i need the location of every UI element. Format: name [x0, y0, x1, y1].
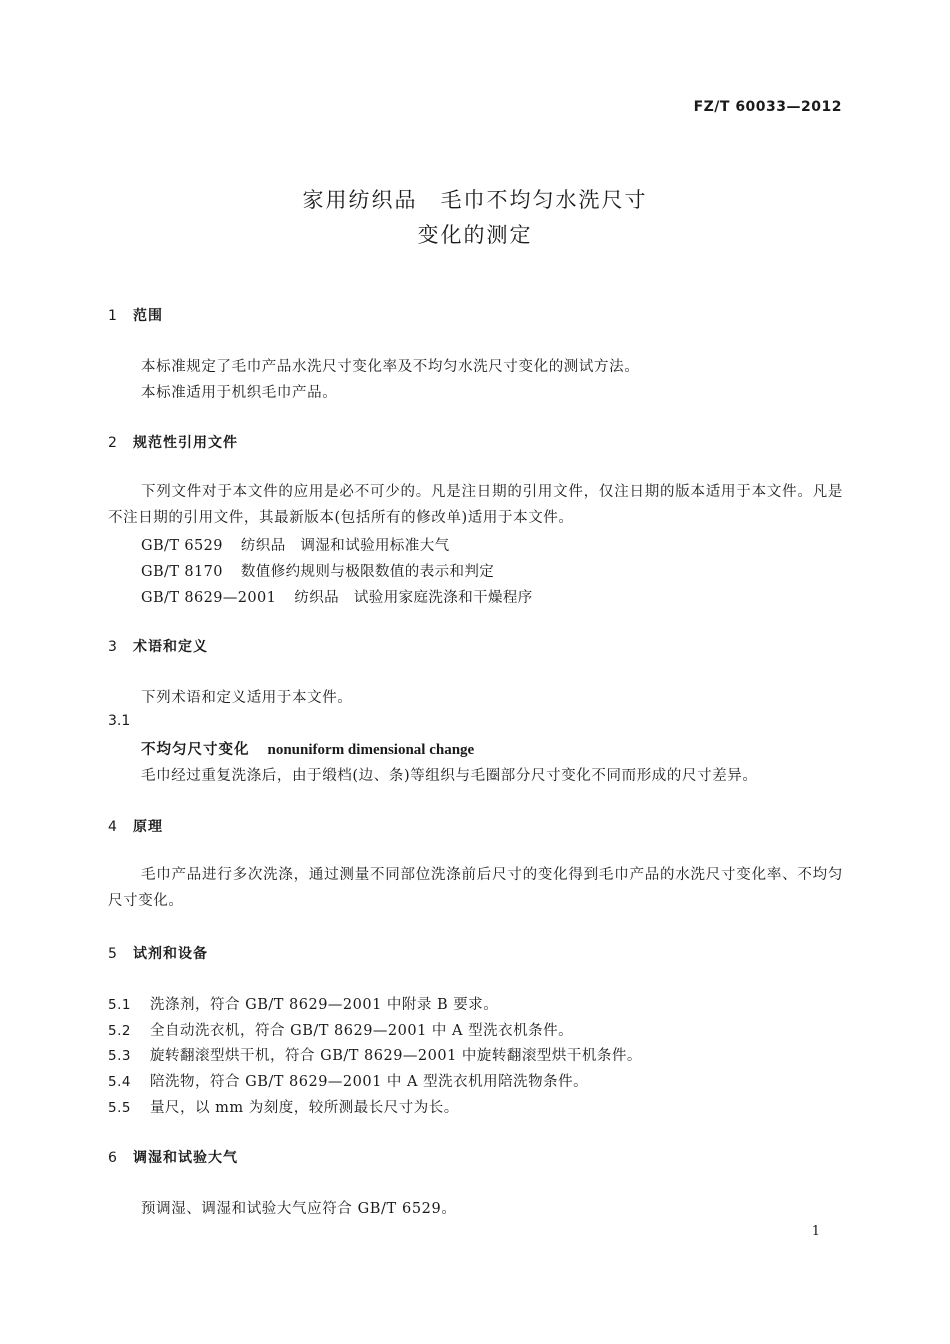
reference-title: 纺织品 调湿和试验用标准大气	[240, 538, 450, 554]
term-number: 3.1	[108, 713, 131, 729]
clause-number: 5.4	[108, 1074, 131, 1090]
section-1-paragraph: 本标准适用于机织毛巾产品。	[141, 385, 338, 401]
section-title: 调湿和试验大气	[133, 1150, 238, 1166]
section-4-text: 毛巾产品进行多次洗涤，通过测量不同部位洗涤前后尺寸的变化得到毛巾产品的水洗尺寸变化率、不均匀尺寸变化。	[108, 867, 843, 909]
term-definition: 毛巾经过重复洗涤后，由于缎档(边、条)等组织与毛圈部分尺寸变化不同而形成的尺寸差异。	[141, 768, 758, 784]
document-title-line1: 家用纺织品 毛巾不均匀水洗尺寸	[302, 188, 648, 212]
equipment-item	[108, 1070, 588, 1091]
reference-item	[141, 560, 494, 581]
term-english: nonuniform dimensional change	[267, 742, 475, 758]
section-2-intro: 下列文件对于本文件的应用是必不可少的。凡是注日期的引用文件，仅注日期的版本适用于本文件。凡是不注日期的引用文件，其最新版本(包括所有的修改单)适用于本文件。	[108, 484, 843, 526]
reference-title: 数值修约规则与极限数值的表示和判定	[240, 564, 495, 580]
standard-number: FZ/T 60033—2012	[693, 99, 842, 115]
clause-text: 量尺，以 mm 为刻度，较所测最长尺寸为长。	[150, 1100, 459, 1116]
reference-code: GB/T 8629—2001	[141, 590, 277, 606]
section-number: 2	[108, 435, 118, 451]
equipment-item	[108, 993, 498, 1014]
equipment-item	[108, 1044, 642, 1065]
section-title: 范围	[133, 308, 163, 324]
equipment-item	[108, 1096, 459, 1117]
section-4-heading	[108, 816, 163, 836]
clause-text: 旋转翻滚型烘干机，符合 GB/T 8629—2001 中旋转翻滚型烘干机条件。	[150, 1048, 642, 1064]
reference-code: GB/T 6529	[141, 538, 223, 554]
clause-number: 5.2	[108, 1023, 131, 1039]
section-6-text: 预调湿、调湿和试验大气应符合 GB/T 6529。	[141, 1201, 457, 1217]
clause-number: 5.1	[108, 997, 131, 1013]
page-number: 1	[811, 1224, 820, 1239]
section-number: 5	[108, 946, 118, 962]
section-title: 试剂和设备	[133, 946, 208, 962]
section-5-heading	[108, 943, 208, 963]
section-number: 4	[108, 819, 118, 835]
reference-item	[141, 534, 450, 555]
clause-number: 5.3	[108, 1048, 131, 1064]
reference-code: GB/T 8170	[141, 564, 223, 580]
section-number: 3	[108, 639, 118, 655]
section-6-heading	[108, 1147, 238, 1167]
document-title-line2: 变化的测定	[417, 223, 533, 247]
section-title: 规范性引用文件	[133, 435, 238, 451]
clause-number: 5.5	[108, 1100, 131, 1116]
section-number: 6	[108, 1150, 118, 1166]
reference-item	[141, 586, 533, 607]
section-title: 术语和定义	[133, 639, 208, 655]
term-entry	[141, 738, 474, 759]
equipment-item	[108, 1019, 573, 1040]
section-title: 原理	[133, 819, 163, 835]
section-number: 1	[108, 308, 118, 324]
term-chinese: 不均匀尺寸变化	[141, 742, 250, 758]
section-3-intro: 下列术语和定义适用于本文件。	[141, 690, 353, 706]
reference-title: 纺织品 试验用家庭洗涤和干燥程序	[294, 590, 533, 606]
section-1-heading	[108, 305, 163, 325]
clause-text: 陪洗物，符合 GB/T 8629—2001 中 A 型洗衣机用陪洗物条件。	[150, 1074, 589, 1090]
clause-text: 全自动洗衣机，符合 GB/T 8629—2001 中 A 型洗衣机条件。	[150, 1023, 574, 1039]
clause-text: 洗涤剂，符合 GB/T 8629—2001 中附录 B 要求。	[150, 997, 499, 1013]
section-2-heading	[108, 432, 238, 452]
section-3-heading	[108, 636, 208, 656]
section-1-paragraph: 本标准规定了毛巾产品水洗尺寸变化率及不均匀水洗尺寸变化的测试方法。	[141, 359, 640, 375]
